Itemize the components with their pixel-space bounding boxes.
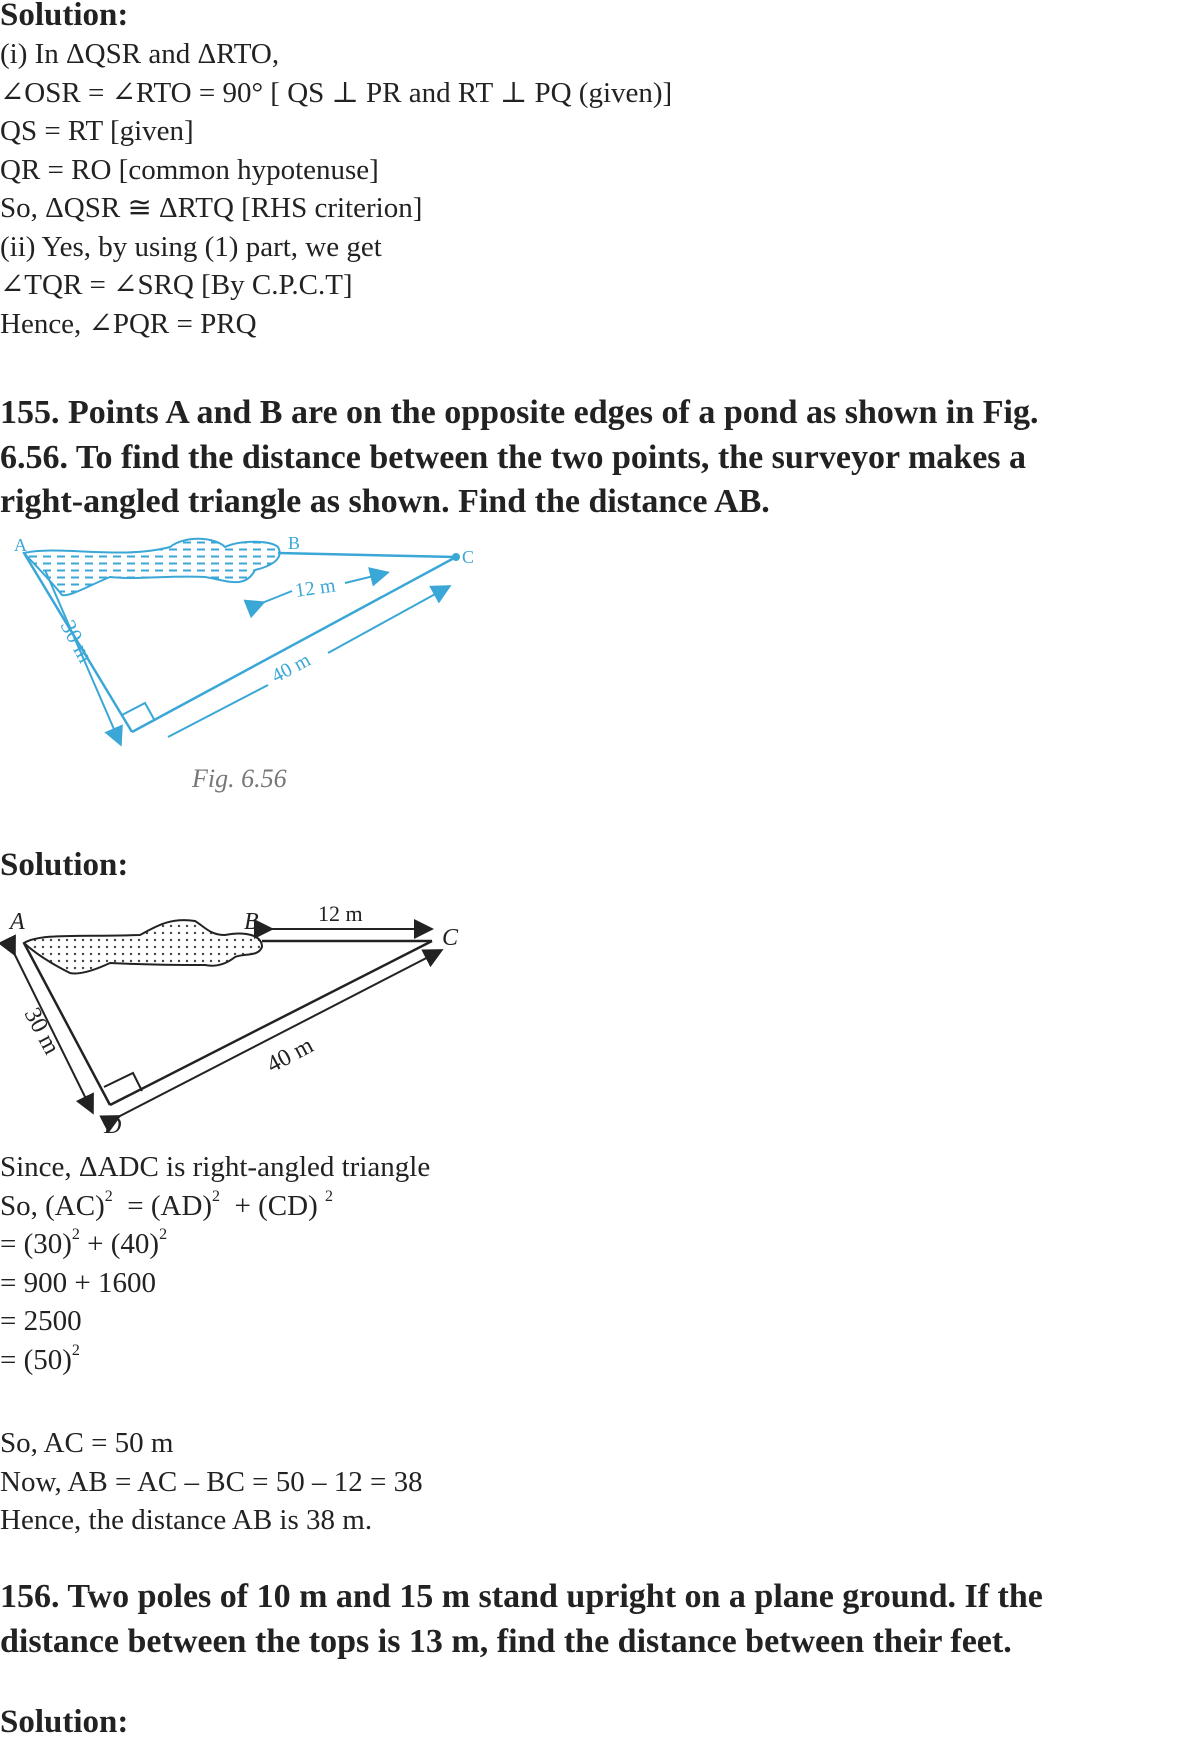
question-line: 156. Two poles of 10 m and 15 m stand upright on a plane ground. If the — [0, 1578, 1043, 1615]
text-segment: So, (AC) — [0, 1189, 105, 1222]
text-line — [0, 1225, 430, 1264]
arrow-bc-right — [345, 573, 386, 583]
solution-part-2-conclusion — [0, 1424, 423, 1540]
length-dc: 40 m — [268, 648, 315, 688]
solution-figure — [0, 895, 480, 1135]
text-segment: + (40) — [79, 1228, 160, 1260]
text-line: So, AC = 50 m — [0, 1427, 174, 1459]
text-line: ∠OSR = ∠RTO = 90° [ QS ⊥ PR and RT ⊥ PQ (given)] — [0, 76, 673, 109]
right-angle-mark — [104, 1073, 142, 1091]
text-segment: = (AD) — [112, 1189, 213, 1222]
length-bc: 12 m — [318, 901, 363, 926]
solution-heading-text: Solution: — [0, 0, 129, 33]
right-angle-mark — [122, 703, 155, 721]
length-ad: 30 m — [18, 1003, 65, 1059]
length-dc: 40 m — [262, 1032, 318, 1079]
question-line: distance between the tops is 13 m, find the distance between their feet. — [0, 1622, 1012, 1660]
text-segment: + (CD) — [220, 1189, 326, 1222]
label-c: C — [442, 925, 459, 951]
pond-shape — [24, 539, 280, 595]
superscript: 2 — [71, 1226, 80, 1243]
label-c: C — [462, 547, 475, 567]
line-bc — [278, 553, 456, 557]
solution-heading-text: Solution: — [0, 847, 129, 883]
solution-heading — [0, 846, 128, 884]
text-line — [0, 1187, 430, 1226]
label-b: B — [288, 533, 301, 553]
pond-shape — [24, 920, 262, 973]
solution-part-2 — [0, 1148, 430, 1379]
solution-heading — [0, 1703, 128, 1741]
text-line: = 900 + 1600 — [0, 1266, 156, 1299]
solution-part-1 — [0, 35, 672, 343]
question-line: 155. Points A and B are on the opposite edges of a pond as shown in Fig. — [0, 394, 1039, 431]
arrow-dc — [168, 685, 268, 737]
text-line: Now, AB = AC – BC = 50 – 12 = 38 — [0, 1465, 423, 1498]
text-line: So, ΔQSR ≅ ΔRTQ [RHS criterion] — [0, 192, 423, 224]
text-line: QR = RO [common hypotenuse] — [0, 153, 379, 186]
label-d: D — [104, 1113, 122, 1135]
text-line: (ii) Yes, by using (1) part, we get — [0, 230, 382, 263]
solution-heading-text: Solution: — [0, 1704, 129, 1740]
text-line: QS = RT [given] — [0, 115, 194, 147]
text-segment: = (50) — [0, 1343, 72, 1376]
text-line: ∠TQR = ∠SRQ [By C.P.C.T] — [0, 269, 353, 301]
question-line: 6.56. To find the distance between the two points, the surveyor makes a — [0, 438, 1027, 476]
superscript: 2 — [212, 1187, 221, 1205]
label-a: A — [14, 535, 27, 555]
figure-caption: Fig. 6.56 — [192, 764, 287, 793]
superscript: 2 — [325, 1187, 334, 1205]
superscript: 2 — [159, 1226, 168, 1243]
text-line: Hence, the distance AB is 38 m. — [0, 1504, 373, 1536]
superscript: 2 — [71, 1341, 80, 1359]
solution-heading — [0, 0, 128, 34]
figure-6-56 — [0, 525, 500, 800]
superscript: 2 — [104, 1187, 113, 1205]
text-line: (i) In ΔQSR and ΔRTO, — [0, 38, 280, 70]
arrow-dc-2 — [328, 587, 448, 653]
line-dc — [110, 941, 432, 1105]
label-a: A — [10, 909, 25, 935]
arrow-bc — [262, 591, 292, 603]
label-b: B — [244, 909, 259, 935]
length-bc: 12 m — [293, 574, 337, 602]
text-line: = 2500 — [0, 1305, 82, 1337]
text-segment: = (30) — [0, 1228, 72, 1260]
length-ad: 30 m — [55, 615, 99, 667]
question-line: right-angled triangle as shown. Find the distance AB. — [0, 483, 770, 520]
question-155 — [0, 391, 1038, 525]
text-line: Hence, ∠PQR = PRQ — [0, 307, 257, 340]
arrow-dc — [118, 951, 440, 1117]
text-line: Since, ΔADC is right-angled triangle — [0, 1151, 431, 1183]
question-156 — [0, 1575, 1043, 1664]
point-c-dot — [452, 553, 460, 561]
text-line — [0, 1341, 430, 1380]
